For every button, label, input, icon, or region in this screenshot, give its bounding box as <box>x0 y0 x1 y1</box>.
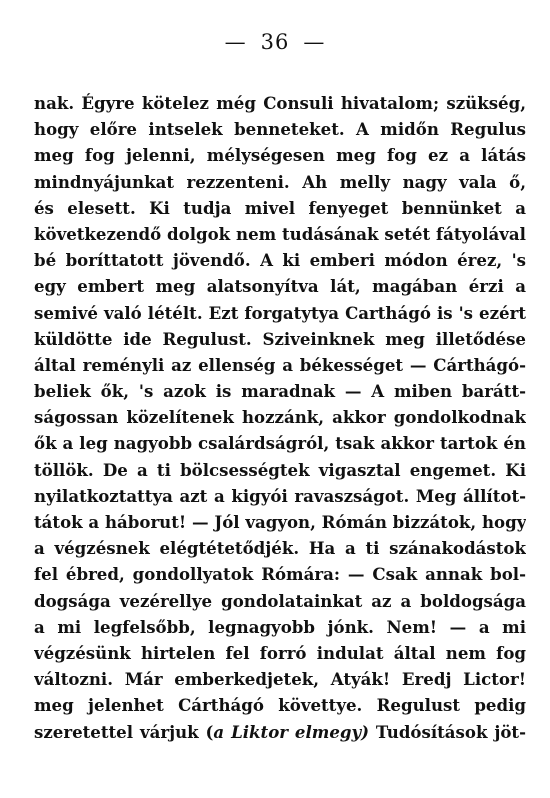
text-line-25-start: szeretettel várjuk ( <box>34 721 214 742</box>
text-line-7: bé boríttatott jövendő. A ki emberi módon érez, 's <box>34 250 526 271</box>
text-line-9: semivé való létélt. Ezt forgatytya Carthágó is 's ezért <box>34 302 526 323</box>
text-line-22: végzésünk hirtelen fel forró indulat által nem fog <box>34 642 526 663</box>
text-line-18: a végzésnek elégtétetődjék. Ha a ti szánakodástok <box>34 538 526 559</box>
text-line-11: által reményli az ellenség a békességet — Cárthágó- <box>34 354 526 375</box>
page-header <box>0 30 550 54</box>
text-line-23: változni. Már emberkedjetek, Atyák! Eredj Lictor! <box>34 669 526 690</box>
text-line-19: fel ébred, gondollyatok Rómára: — Csak annak bol- <box>34 564 526 585</box>
text-line-20: dogsága vezérellye gondolatainkat az a boldogsága <box>34 590 526 611</box>
stage-direction: a Liktor elmegy) <box>213 721 370 742</box>
header-right-dash: — <box>303 30 326 54</box>
text-line-14: ők a leg nagyobb csalárdságról, tsak akkor tartok én <box>34 433 526 454</box>
text-line-12: beliek ők, 's azok is maradnak — A miben barátt- <box>34 381 526 402</box>
text-line-13: ságossan közelítenek hozzánk, akkor gondolkodnak <box>34 407 526 428</box>
text-line-6: következendő dolgok nem tudásának setét fátyolával <box>34 223 526 244</box>
text-line-4: mindnyájunkat rezzenteni. Ah melly nagy vala ő, <box>34 171 526 192</box>
text-line-15: töllök. De a ti bölcsességtek vigasztal engemet. Ki <box>34 459 526 480</box>
text-line-25-end: Tudósítások jöt- <box>369 721 526 742</box>
text-line-24: meg jelenhet Cárthágó követtye. Regulust pedig <box>34 695 526 716</box>
header-left-dash: — <box>224 30 247 54</box>
text-line-1: nak. Égyre kötelez még Consuli hivatalom; szükség, <box>34 93 526 113</box>
text-line-2: hogy előre intselek benneteket. A midőn Regulus <box>34 119 526 140</box>
page-number: 36 <box>260 30 290 54</box>
text-line-16: nyilatkoztattya azt a kigyói ravaszságot. Meg állítot- <box>34 485 526 506</box>
text-line-17: tátok a háborut! — Jól vagyon, Rómán bizzátok, hogy <box>34 512 526 532</box>
text-line-3: meg fog jelenni, mélységesen meg fog ez a látás <box>34 145 526 166</box>
text-line-5: és elesett. Ki tudja mivel fenyeget bennünket a <box>34 197 526 218</box>
page-body-text <box>34 90 526 745</box>
text-line-10: küldötte ide Regulust. Sziveinknek meg illetődése <box>34 328 526 349</box>
text-line-25 <box>34 719 526 745</box>
text-line-8: egy embert meg alatsonyítva lát, magában érzi a <box>34 276 526 297</box>
text-line-21: a mi legfelsőbb, legnagyobb jónk. Nem! — a mi <box>34 616 526 637</box>
